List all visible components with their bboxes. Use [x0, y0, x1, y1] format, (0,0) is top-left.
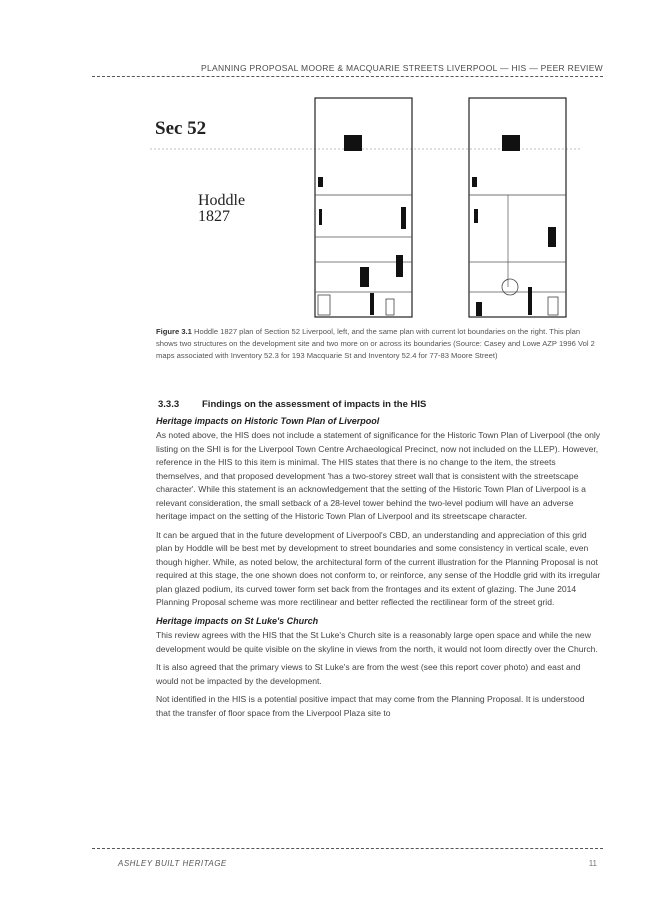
caption-label: Figure 3.1 — [156, 327, 192, 336]
paragraph: Not identified in the HIS is a potential positive impact that may come from the Planning Proposal. It is understood that the transfer of floor space from the Liverpool Plaza site to — [156, 694, 585, 718]
paragraph: This review agrees with the HIS that the St Luke's Church site is a reasonably large open space and while the new development would be quite visible on the skyline in views from the north, it would not loom directly over the Church. — [156, 630, 598, 654]
figure-section-label: Sec 52 — [155, 118, 207, 139]
current-lot-boundaries-plan — [468, 97, 568, 319]
figure-caption — [156, 326, 601, 362]
caption-text: Hoddle 1827 plan of Section 52 Liverpool, left, and the same plan with current lot boundaries on the right. This plan shows two structures on the development site and two more on or across its boundaries (Source: Casey and Lowe AZP 1996 Vol 2 maps associated with Inventory 52.3 for 193 Macquarie St and Inventory 52.4 for 77-83 Moore Street) — [156, 327, 595, 360]
plan-year: 1827 — [198, 208, 230, 225]
header-divider — [92, 76, 603, 77]
section-title: Findings on the assessment of impacts in the HIS — [202, 399, 427, 410]
page-number: 11 — [588, 859, 597, 868]
paragraph: It can be argued that in the future development of Liverpool's CBD, an understanding and appreciation of this grid plan by Hoddle will be best met by development to street boundaries and some consistency in vertical scale, even though higher. While, as noted below, the architectural form of the current illustration for the Planning Proposal is not required at this stage, the one shown does not conform to, or reinforce, any sense of the Hoddle grid with its irregular plan glazed podium, its curved tower form set back from the frontages and its extent of glazing. The June 2014 Planning Proposal scheme was more rectilinear and better reflected the rectilinear form of the street grid. — [156, 529, 601, 607]
subheading-town-plan: Heritage impacts on Historic Town Plan of Liverpool — [156, 415, 380, 426]
paragraph: As noted above, the HIS does not include a statement of significance for the Historic Town Plan of Liverpool (the only listing on the SHI is for the Liverpool Town Centre Archaeological Precinct, now not included on the LLEP). However, reference in the HIS to this item is minimal. The HIS states that there is no change to the item, the streets themselves, and that proposed development 'has a two-storey street wall that is consistent with the streetscape character'. While this statement is an acknowledgement that the setting of the Historic Town Plan of Liverpool is a relevant consideration, the small setback of a 28-level tower behind the two-level podium will have an adverse heritage impact on the setting of the Historic Town Plan of Liverpool and its streetscape character. — [156, 430, 601, 521]
footer-org: ASHLEY BUILT HERITAGE — [118, 859, 227, 868]
section-body — [156, 398, 601, 725]
section-number: 3.3.3 — [158, 399, 180, 410]
footer-divider — [92, 848, 603, 849]
subheading-st-lukes: Heritage impacts on St Luke's Church — [156, 615, 319, 626]
plan-name: Hoddle — [198, 192, 246, 209]
section-heading — [156, 398, 601, 412]
figure-hoddle-plan — [150, 93, 590, 323]
hoddle-1827-plan — [314, 97, 414, 319]
paragraph: It is also agreed that the primary views to St Luke's are from the west (see this report cover photo) and east and would not be impacted by the development. — [156, 662, 581, 686]
running-header: PLANNING PROPOSAL MOORE & MACQUARIE STREETS LIVERPOOL — HIS — PEER REVIEW — [201, 63, 603, 73]
